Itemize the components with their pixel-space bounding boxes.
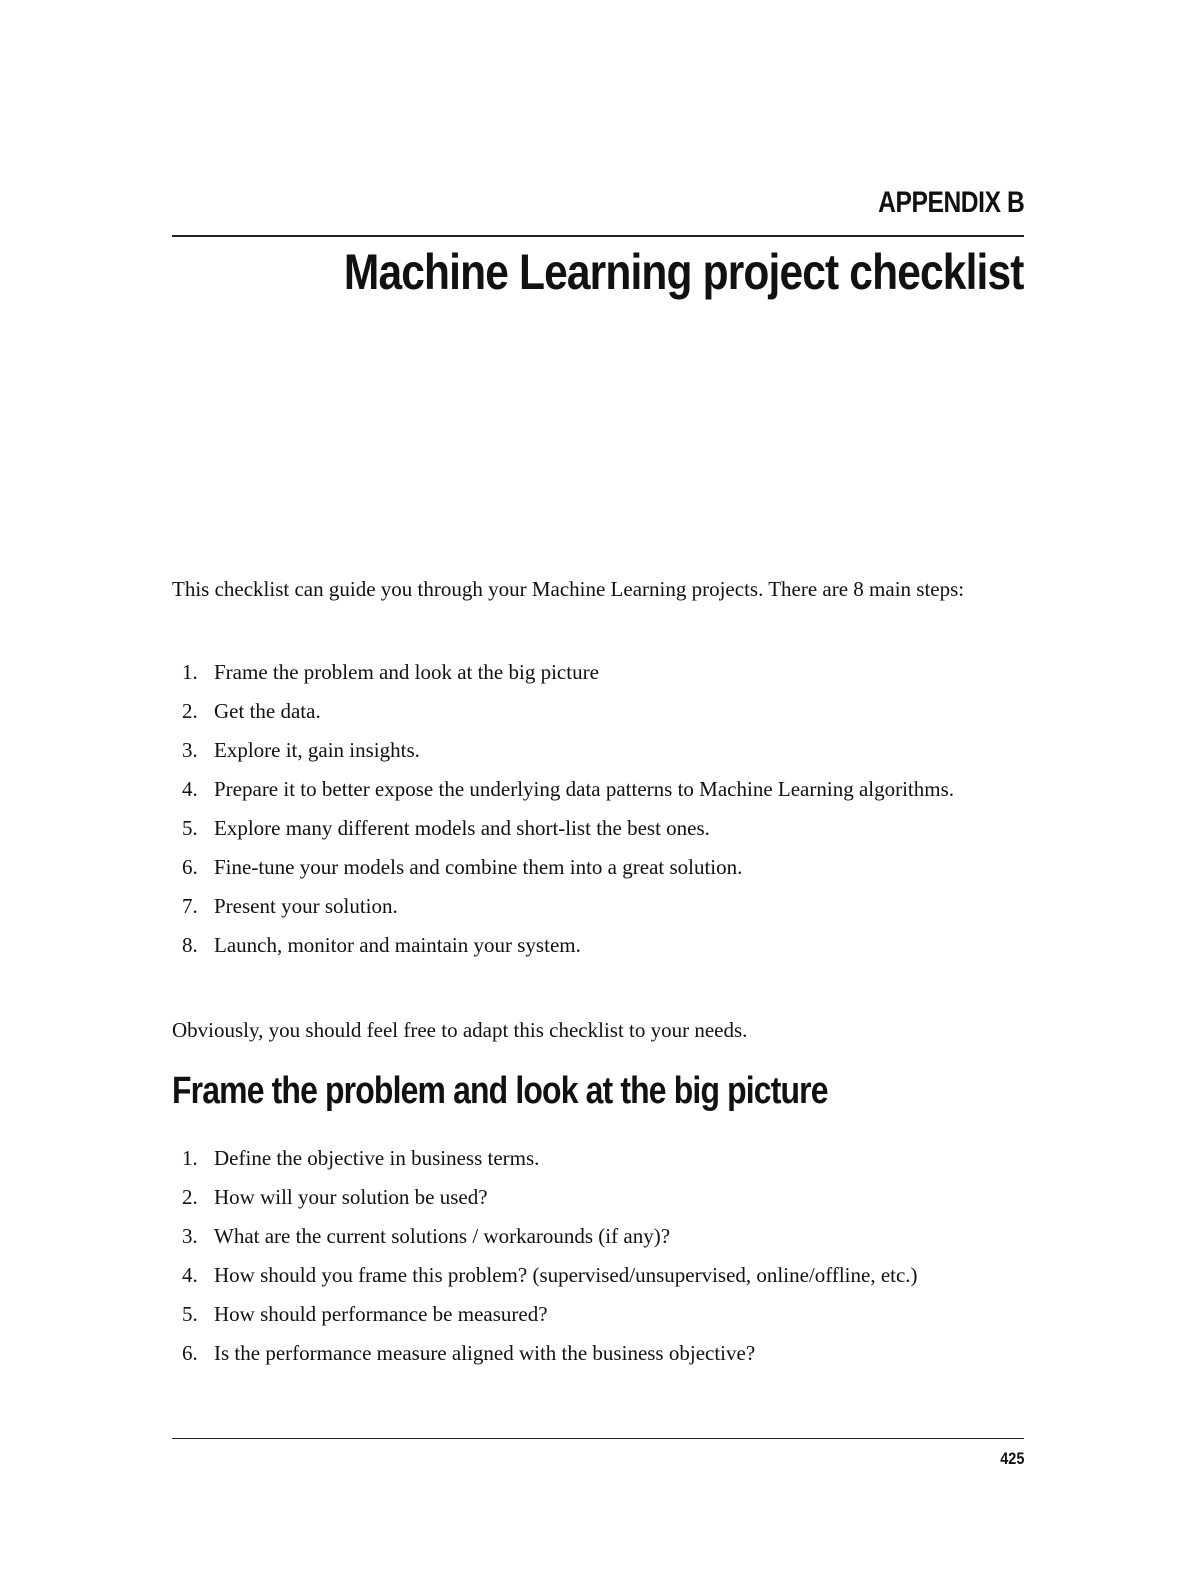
book-page: [172, 0, 1024, 1575]
list-item-number: 3.: [182, 1224, 198, 1248]
list-item-number: 8.: [182, 933, 198, 957]
list-item-text: What are the current solutions / workarounds (if any)?: [214, 1224, 671, 1248]
list-item-text: Present your solution.: [214, 894, 398, 918]
list-item: [172, 736, 1024, 764]
list-item: [172, 814, 1024, 842]
list-item-number: 3.: [182, 738, 198, 762]
chapter-title: Machine Learning project checklist: [344, 244, 1024, 300]
list-item-text: Explore many different models and short-list the best ones.: [214, 816, 710, 840]
list-item-text: Explore it, gain insights.: [214, 738, 420, 762]
list-item-number: 2.: [182, 699, 198, 723]
list-item-number: 5.: [182, 1302, 198, 1326]
list-item-number: 5.: [182, 816, 198, 840]
list-item: [172, 1261, 1024, 1289]
appendix-label: APPENDIX B: [877, 186, 1024, 219]
list-item: [172, 1144, 1024, 1172]
list-item-text: How should performance be measured?: [214, 1302, 548, 1326]
header-rule: [172, 235, 1024, 237]
list-item: [172, 1300, 1024, 1328]
page-number: 425: [999, 1449, 1024, 1468]
list-item-number: 6.: [182, 855, 198, 879]
list-item: [172, 775, 1024, 803]
list-item-number: 7.: [182, 894, 198, 918]
list-item-number: 2.: [182, 1185, 198, 1209]
list-item-text: Get the data.: [214, 699, 321, 723]
list-item-text: Launch, monitor and maintain your system.: [214, 933, 581, 957]
list-item-number: 4.: [182, 777, 198, 801]
list-item-text: Define the objective in business terms.: [214, 1146, 540, 1170]
list-item-text: Is the performance measure aligned with the business objective?: [214, 1341, 756, 1365]
main-steps-list: [172, 658, 1024, 970]
list-item-number: 4.: [182, 1263, 198, 1287]
list-item-number: 6.: [182, 1341, 198, 1365]
list-item: [172, 1183, 1024, 1211]
list-item-text: Frame the problem and look at the big picture: [214, 660, 599, 684]
list-item: [172, 931, 1024, 959]
frame-problem-list: [172, 1144, 1024, 1378]
closing-paragraph: Obviously, you should feel free to adapt this checklist to your needs.: [172, 1018, 748, 1042]
list-item-text: Fine-tune your models and combine them into a great solution.: [214, 855, 743, 879]
list-item-text: How should you frame this problem? (supervised/unsupervised, online/offline, etc.): [214, 1263, 918, 1287]
list-item-number: 1.: [182, 1146, 198, 1170]
list-item: [172, 892, 1024, 920]
section-heading: Frame the problem and look at the big picture: [172, 1070, 828, 1112]
list-item: [172, 658, 1024, 686]
list-item: [172, 853, 1024, 881]
list-item: [172, 1222, 1024, 1250]
list-item-number: 1.: [182, 660, 198, 684]
list-item: [172, 1339, 1024, 1367]
intro-paragraph: This checklist can guide you through your Machine Learning projects. There are 8 main steps:: [172, 577, 965, 601]
list-item-text: How will your solution be used?: [214, 1185, 488, 1209]
list-item: [172, 697, 1024, 725]
list-item-text: Prepare it to better expose the underlying data patterns to Machine Learning algorithms.: [214, 777, 955, 801]
footer-rule: [172, 1438, 1024, 1439]
